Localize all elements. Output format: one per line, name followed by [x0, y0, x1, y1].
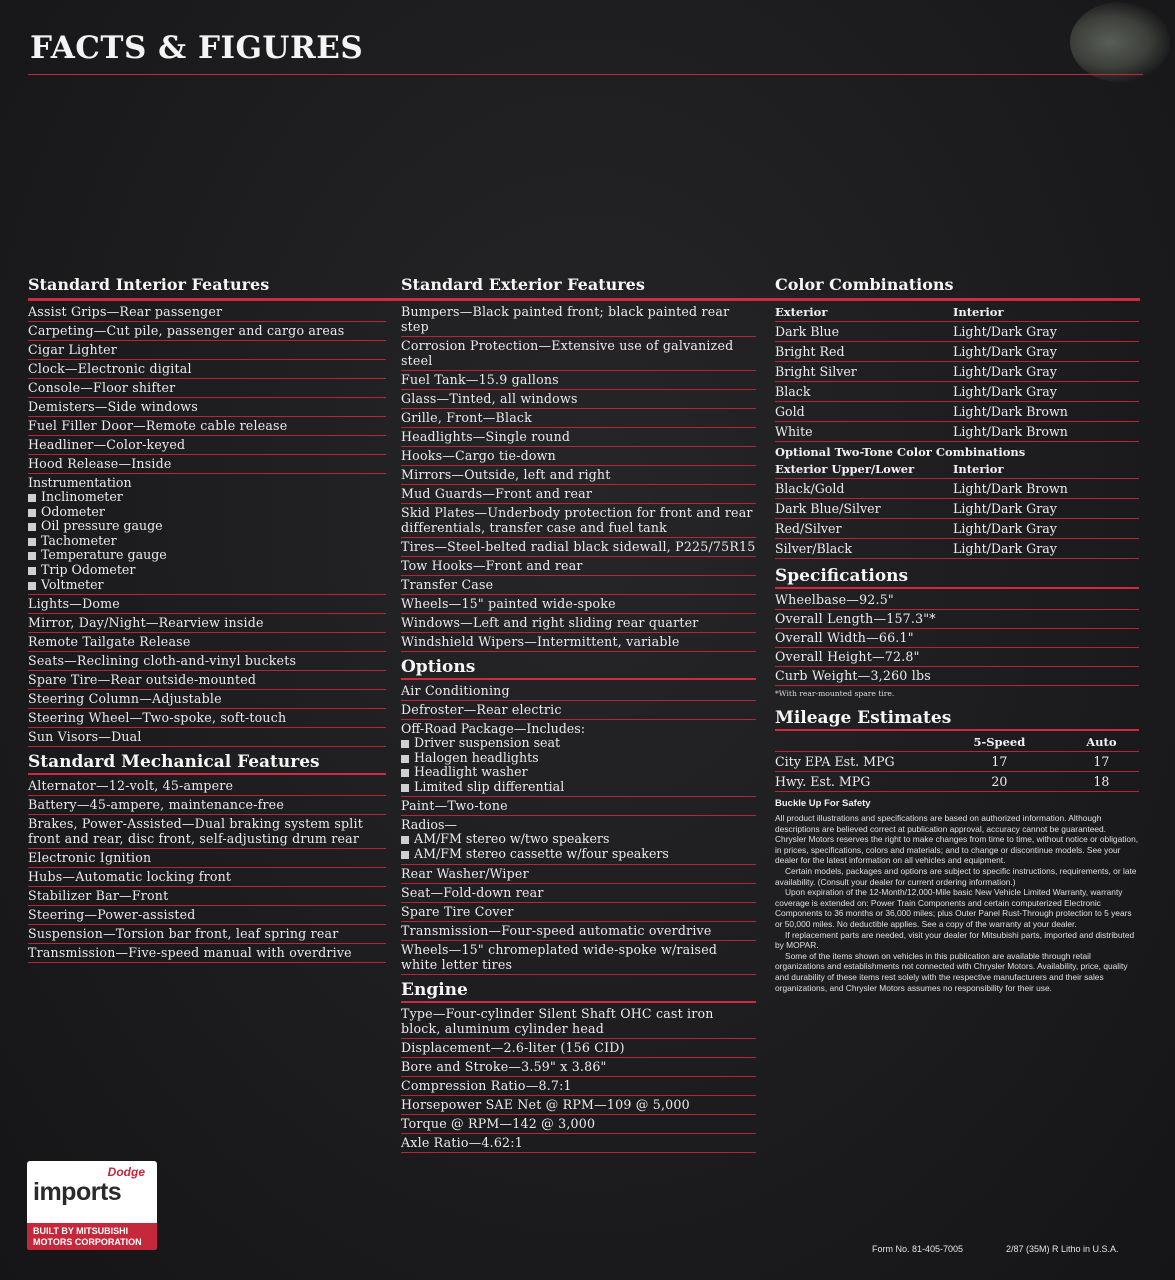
list-item: Compression Ratio—8.7:1: [401, 1077, 756, 1096]
table-cell: Hwy. Est. MPG: [775, 772, 935, 792]
list-item: Overall Width—66.1": [775, 629, 1139, 648]
bullet-item: Limited slip differential: [401, 780, 756, 795]
table-row: [775, 519, 1139, 539]
offroad-group: [401, 720, 756, 797]
list-item: Mirror, Day/Night—Rearview inside: [28, 614, 386, 633]
options-heading: Options: [401, 658, 756, 680]
twotone-table: [775, 460, 1139, 559]
table-cell: Dark Blue: [775, 322, 953, 342]
list-item: Seat—Fold-down rear: [401, 884, 756, 903]
list-item: Displacement—2.6-liter (156 CID): [401, 1039, 756, 1058]
list-item: Curb Weight—3,260 lbs: [775, 667, 1139, 686]
list-item: Cigar Lighter: [28, 341, 386, 360]
list-item: Remote Tailgate Release: [28, 633, 386, 652]
table-row: [775, 499, 1139, 519]
table-cell: Gold: [775, 402, 953, 422]
list-item: Rear Washer/Wiper: [401, 865, 756, 884]
list-item: Headliner—Color-keyed: [28, 436, 386, 455]
table-cell: Dark Blue/Silver: [775, 499, 953, 519]
interior-heading: Standard Interior Features: [28, 275, 270, 294]
bullet-item: Tachometer: [28, 534, 386, 549]
table-cell: 17: [935, 752, 1064, 772]
list-item: Spare Tire—Rear outside-mounted: [28, 671, 386, 690]
table-cell: Silver/Black: [775, 539, 953, 559]
form-number: Form No. 81-405-7005: [872, 1244, 964, 1254]
bullet-item: Trip Odometer: [28, 563, 386, 578]
list-item: Transmission—Five-speed manual with overdrive: [28, 944, 386, 963]
table-cell: 18: [1064, 772, 1139, 792]
bullet-item: AM/FM stereo cassette w/four speakers: [401, 847, 756, 862]
specs-note: *With rear-mounted spare tire.: [775, 689, 895, 698]
list-item: Electronic Ignition: [28, 849, 386, 868]
legal-paragraph: All product illustrations and specifications are based on authorized information. Although descriptions are believed correct at publication approval, accuracy cannot be guaranteed. Chrysler Motors reserves the right to make changes from time to time, without notice or obligation, in prices, specifications, colors and materials; and to change or discontinue models. See your dealer for the latest information on all vehicles and equipment.: [775, 813, 1139, 866]
column-interior-mechanical: [28, 276, 386, 963]
color-col-interior: Interior: [953, 303, 1139, 322]
list-item: Clock—Electronic digital: [28, 360, 386, 379]
list-item: Tires—Steel-belted radial black sidewall, P225/75R15: [401, 538, 756, 557]
exterior-list: [401, 303, 756, 652]
bullet-item: Headlight washer: [401, 765, 756, 780]
bullet-item: Voltmeter: [28, 578, 386, 593]
legal-paragraph: If replacement parts are needed, visit your dealer for Mitsubishi parts, imported and distributed by MOPAR.: [775, 929, 1135, 951]
mileage-col-auto: Auto: [1064, 733, 1139, 752]
table-cell: Bright Silver: [775, 362, 953, 382]
list-item: Torque @ RPM—142 @ 3,000: [401, 1115, 756, 1134]
table-cell: Light/Dark Gray: [953, 382, 1139, 402]
list-item: Transmission—Four-speed automatic overdrive: [401, 922, 756, 941]
list-item: Seats—Reclining cloth-and-vinyl buckets: [28, 652, 386, 671]
color-table: [775, 303, 1139, 442]
list-item: Horsepower SAE Net @ RPM—109 @ 5,000: [401, 1096, 756, 1115]
list-item: Lights—Dome: [28, 595, 386, 614]
column-colors-specs: [775, 276, 1139, 993]
table-row: [775, 362, 1139, 382]
logo-brand: Dodge: [107, 1165, 145, 1179]
engine-list: [401, 1005, 756, 1153]
table-cell: Light/Dark Gray: [953, 322, 1139, 342]
list-item: Alternator—12-volt, 45-ampere: [28, 777, 386, 796]
list-item: Wheelbase—92.5": [775, 591, 1139, 610]
table-row: [775, 772, 1139, 792]
radios-sublist: [401, 832, 756, 861]
page-title: FACTS & FIGURES: [30, 30, 364, 66]
mileage-col-5speed: 5-Speed: [935, 733, 1064, 752]
table-row: [775, 422, 1139, 442]
interior-list-b: [28, 595, 386, 747]
list-item: Axle Ratio—4.62:1: [401, 1134, 756, 1153]
bullet-item: Temperature gauge: [28, 548, 386, 563]
table-cell: Light/Dark Gray: [953, 499, 1139, 519]
radios-group: [401, 816, 756, 864]
list-item: Hood Release—Inside: [28, 455, 386, 474]
twotone-col-exterior: Exterior Upper/Lower: [775, 460, 953, 479]
list-item: Defroster—Rear electric: [401, 701, 756, 720]
table-cell: Black: [775, 382, 953, 402]
list-item: Bore and Stroke—3.59" x 3.86": [401, 1058, 756, 1077]
logo-line-1: BUILT BY MITSUBISHI: [33, 1226, 129, 1236]
options-list-b: [401, 865, 756, 975]
list-item: Steering Column—Adjustable: [28, 690, 386, 709]
list-item: Carpeting—Cut pile, passenger and cargo areas: [28, 322, 386, 341]
litho-note: 2/87 (35M) R Litho in U.S.A.: [1006, 1244, 1119, 1254]
options-list-a: [401, 682, 756, 720]
table-row: [775, 539, 1139, 559]
instrumentation-sublist: [28, 490, 386, 592]
legal-paragraph: Upon expiration of the 12-Month/12,000-Mile basic New Vehicle Limited Warranty, warranty coverage is extended on: Power Train Components and certain computerized Electronic Components to 36 months or 36,000 miles; plus Outer Panel Rust-Through protection to 5 years or 50,000 miles. No deductible applies. See a copy of the warranty at your dealer.: [775, 887, 1132, 929]
list-item: Steering—Power-assisted: [28, 906, 386, 925]
color-col-exterior: Exterior: [775, 303, 953, 322]
table-row: [775, 322, 1139, 342]
bullet-item: Halogen headlights: [401, 751, 756, 766]
buckle-up-text: Buckle Up For Safety: [775, 798, 871, 809]
list-item: Skid Plates—Underbody protection for front and rear differentials, transfer case and fuel tank: [401, 504, 756, 538]
list-item: Spare Tire Cover: [401, 903, 756, 922]
instrumentation-label: Instrumentation: [28, 475, 132, 490]
bullet-item: Inclinometer: [28, 490, 386, 505]
list-item: Sun Visors—Dual: [28, 728, 386, 747]
list-item: Wheels—15" painted wide-spoke: [401, 595, 756, 614]
radios-label: Radios—: [401, 817, 458, 833]
twotone-col-interior: Interior: [953, 460, 1139, 479]
list-item: Mirrors—Outside, left and right: [401, 466, 756, 485]
legal-disclaimer: [775, 813, 1139, 993]
list-item: Suspension—Torsion bar front, leaf spring rear: [28, 925, 386, 944]
list-item: Hooks—Cargo tie-down: [401, 447, 756, 466]
interior-list-a: [28, 303, 386, 474]
table-cell: White: [775, 422, 953, 442]
table-row: [775, 382, 1139, 402]
table-cell: City EPA Est. MPG: [775, 752, 935, 772]
specs-list: [775, 591, 1139, 686]
title-rule: [28, 74, 1143, 75]
table-row: [775, 479, 1139, 499]
colors-heading: Color Combinations: [775, 275, 954, 294]
list-item: Overall Length—157.3"*: [775, 610, 1139, 629]
table-cell: Light/Dark Gray: [953, 342, 1139, 362]
list-item: Type—Four-cylinder Silent Shaft OHC cast iron block, aluminum cylinder head: [401, 1005, 756, 1039]
list-item: Console—Floor shifter: [28, 379, 386, 398]
list-item: Bumpers—Black painted front; black painted rear step: [401, 303, 756, 337]
list-item: Brakes, Power-Assisted—Dual braking system split front and rear, disc front, self-adjusting drum rear: [28, 815, 386, 849]
list-item: Paint—Two-tone: [401, 797, 756, 816]
paper-stain: [1070, 2, 1170, 82]
legal-paragraph: Some of the items shown on vehicles in this publication are available through retail organizations and establishments not connected with Chrysler Motors. Availability, price, quality and durability of these items rest solely with the respective manufacturers and their sales organizations, and Chrysler Motors assumes no responsibility for their use.: [775, 950, 1128, 993]
bullet-item: Oil pressure gauge: [28, 519, 386, 534]
list-item: Glass—Tinted, all windows: [401, 390, 756, 409]
engine-heading: Engine: [401, 981, 756, 1003]
table-row: [775, 342, 1139, 362]
instrumentation-group: [28, 474, 386, 595]
list-item: Grille, Front—Black: [401, 409, 756, 428]
logo-band: [27, 1223, 157, 1250]
offroad-sublist: [401, 736, 756, 794]
twotone-heading: Optional Two-Tone Color Combinations: [775, 445, 1026, 459]
list-item: Overall Height—72.8": [775, 648, 1139, 667]
list-item: Demisters—Side windows: [28, 398, 386, 417]
offroad-label: Off-Road Package—Includes:: [401, 721, 585, 736]
list-item: Windows—Left and right sliding rear quarter: [401, 614, 756, 633]
list-item: Assist Grips—Rear passenger: [28, 303, 386, 322]
table-cell: Red/Silver: [775, 519, 953, 539]
mileage-table: [775, 733, 1139, 792]
table-cell: Bright Red: [775, 342, 953, 362]
list-item: Mud Guards—Front and rear: [401, 485, 756, 504]
mileage-heading: Mileage Estimates: [775, 709, 1139, 731]
exterior-heading: Standard Exterior Features: [401, 275, 645, 294]
table-cell: Black/Gold: [775, 479, 953, 499]
list-item: Windshield Wipers—Intermittent, variable: [401, 633, 756, 652]
list-item: Stabilizer Bar—Front: [28, 887, 386, 906]
table-cell: Light/Dark Gray: [953, 539, 1139, 559]
list-item: Hubs—Automatic locking front: [28, 868, 386, 887]
list-item: Fuel Tank—15.9 gallons: [401, 371, 756, 390]
list-item: Headlights—Single round: [401, 428, 756, 447]
table-row: [775, 402, 1139, 422]
list-item: Wheels—15" chromeplated wide-spoke w/raised white letter tires: [401, 941, 756, 975]
table-row: [775, 752, 1139, 772]
table-cell: 20: [935, 772, 1064, 792]
list-item: Air Conditioning: [401, 682, 756, 701]
table-cell: Light/Dark Brown: [953, 422, 1139, 442]
logo-name: imports: [33, 1178, 122, 1206]
table-cell: Light/Dark Gray: [953, 519, 1139, 539]
list-item: Transfer Case: [401, 576, 756, 595]
bullet-item: Driver suspension seat: [401, 736, 756, 751]
list-item: Corrosion Protection—Extensive use of galvanized steel: [401, 337, 756, 371]
table-cell: 17: [1064, 752, 1139, 772]
bullet-item: AM/FM stereo w/two speakers: [401, 832, 756, 847]
bullet-item: Odometer: [28, 505, 386, 520]
table-cell: Light/Dark Brown: [953, 402, 1139, 422]
list-item: Tow Hooks—Front and rear: [401, 557, 756, 576]
table-cell: Light/Dark Brown: [953, 479, 1139, 499]
table-cell: Light/Dark Gray: [953, 362, 1139, 382]
logo-line-2: MOTORS CORPORATION: [33, 1237, 142, 1247]
legal-paragraph: Certain models, packages and options are subject to specific instructions, requirements, or late availability. (Consult your dealer for current ordering information.): [775, 865, 1137, 887]
list-item: Steering Wheel—Two-spoke, soft-touch: [28, 709, 386, 728]
list-item: Battery—45-ampere, maintenance-free: [28, 796, 386, 815]
mechanical-list: [28, 777, 386, 963]
specs-heading: Specifications: [775, 567, 1139, 589]
list-item: Fuel Filler Door—Remote cable release: [28, 417, 386, 436]
dodge-imports-logo: [27, 1161, 157, 1250]
mechanical-heading: Standard Mechanical Features: [28, 753, 386, 775]
column-exterior-options-engine: [401, 276, 756, 1153]
